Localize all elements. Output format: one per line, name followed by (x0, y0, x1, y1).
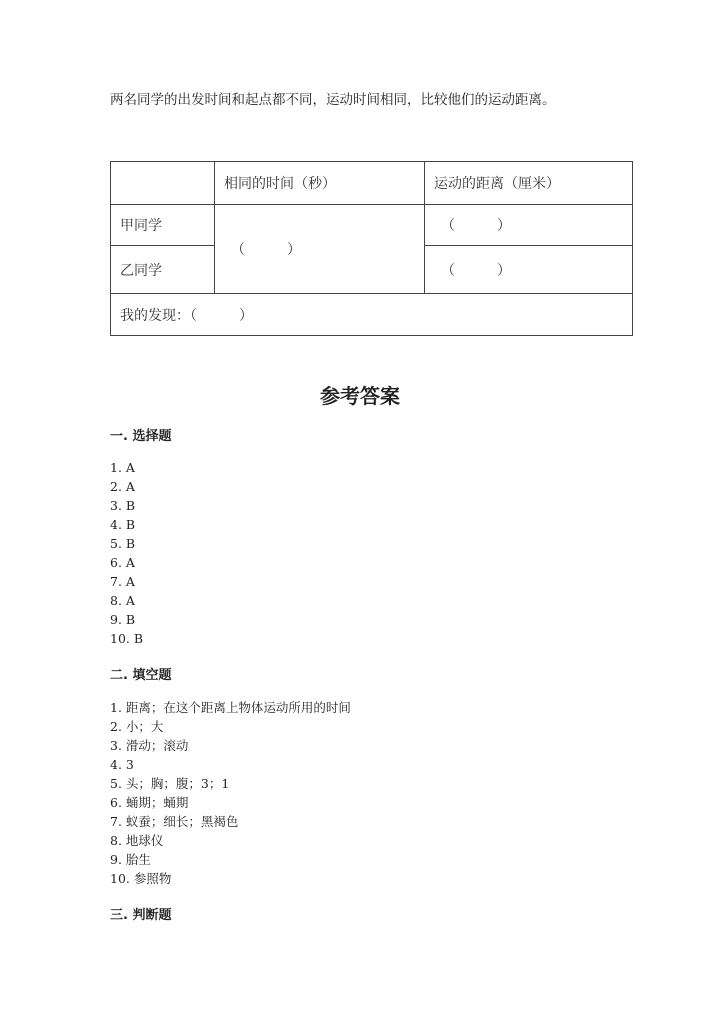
row-name: 乙同学 (111, 246, 215, 294)
section-heading: 三. 判断题 (110, 908, 172, 923)
answer-item: 8. 地球仪 (110, 833, 164, 848)
answer-item: 9. 胎生 (110, 852, 151, 867)
header-distance: 运动的距离（厘米） (425, 162, 633, 205)
answer-item: 6. 蛹期；蛹期 (110, 795, 189, 810)
answer-item: 3. 滑动；滚动 (110, 738, 189, 753)
answer-item: 4. B (110, 517, 136, 532)
finding-row: 我的发现：（ ） (111, 294, 633, 336)
answer-item: 4. 3 (110, 757, 134, 772)
answer-item: 5. 头；胸；腹；3；1 (110, 776, 230, 791)
answer-item: 2. A (110, 479, 135, 494)
answer-item: 2. 小；大 (110, 719, 164, 734)
answer-item: 6. A (110, 555, 135, 570)
answer-item: 1. A (110, 460, 135, 475)
row-name: 甲同学 (111, 205, 215, 246)
section-heading: 一. 选择题 (110, 429, 172, 444)
distance-blank: （ ） (425, 205, 633, 246)
question-text: 两名同学的出发时间和起点都不同，运动时间相同，比较他们的运动距离。 (110, 92, 556, 108)
header-empty (111, 162, 215, 205)
answer-item: 5. B (110, 536, 136, 551)
answer-item: 10. B (110, 631, 144, 646)
answers-title: 参考答案 (320, 384, 400, 408)
answer-item: 3. B (110, 498, 136, 513)
comparison-table (110, 161, 633, 336)
answer-item: 7. 蚁蚕；细长；黑褐色 (110, 814, 239, 829)
distance-blank: （ ） (425, 246, 633, 294)
answer-item: 7. A (110, 574, 135, 589)
section-heading: 二. 填空题 (110, 668, 172, 683)
answer-item: 8. A (110, 593, 135, 608)
answer-item: 1. 距离；在这个距离上物体运动所用的时间 (110, 700, 351, 715)
header-time: 相同的时间（秒） (215, 162, 425, 205)
time-blank: （ ） (215, 205, 425, 294)
choice-answers (110, 458, 143, 648)
answer-item: 10. 参照物 (110, 871, 172, 886)
answer-item: 9. B (110, 612, 136, 627)
fill-answers (110, 698, 351, 888)
